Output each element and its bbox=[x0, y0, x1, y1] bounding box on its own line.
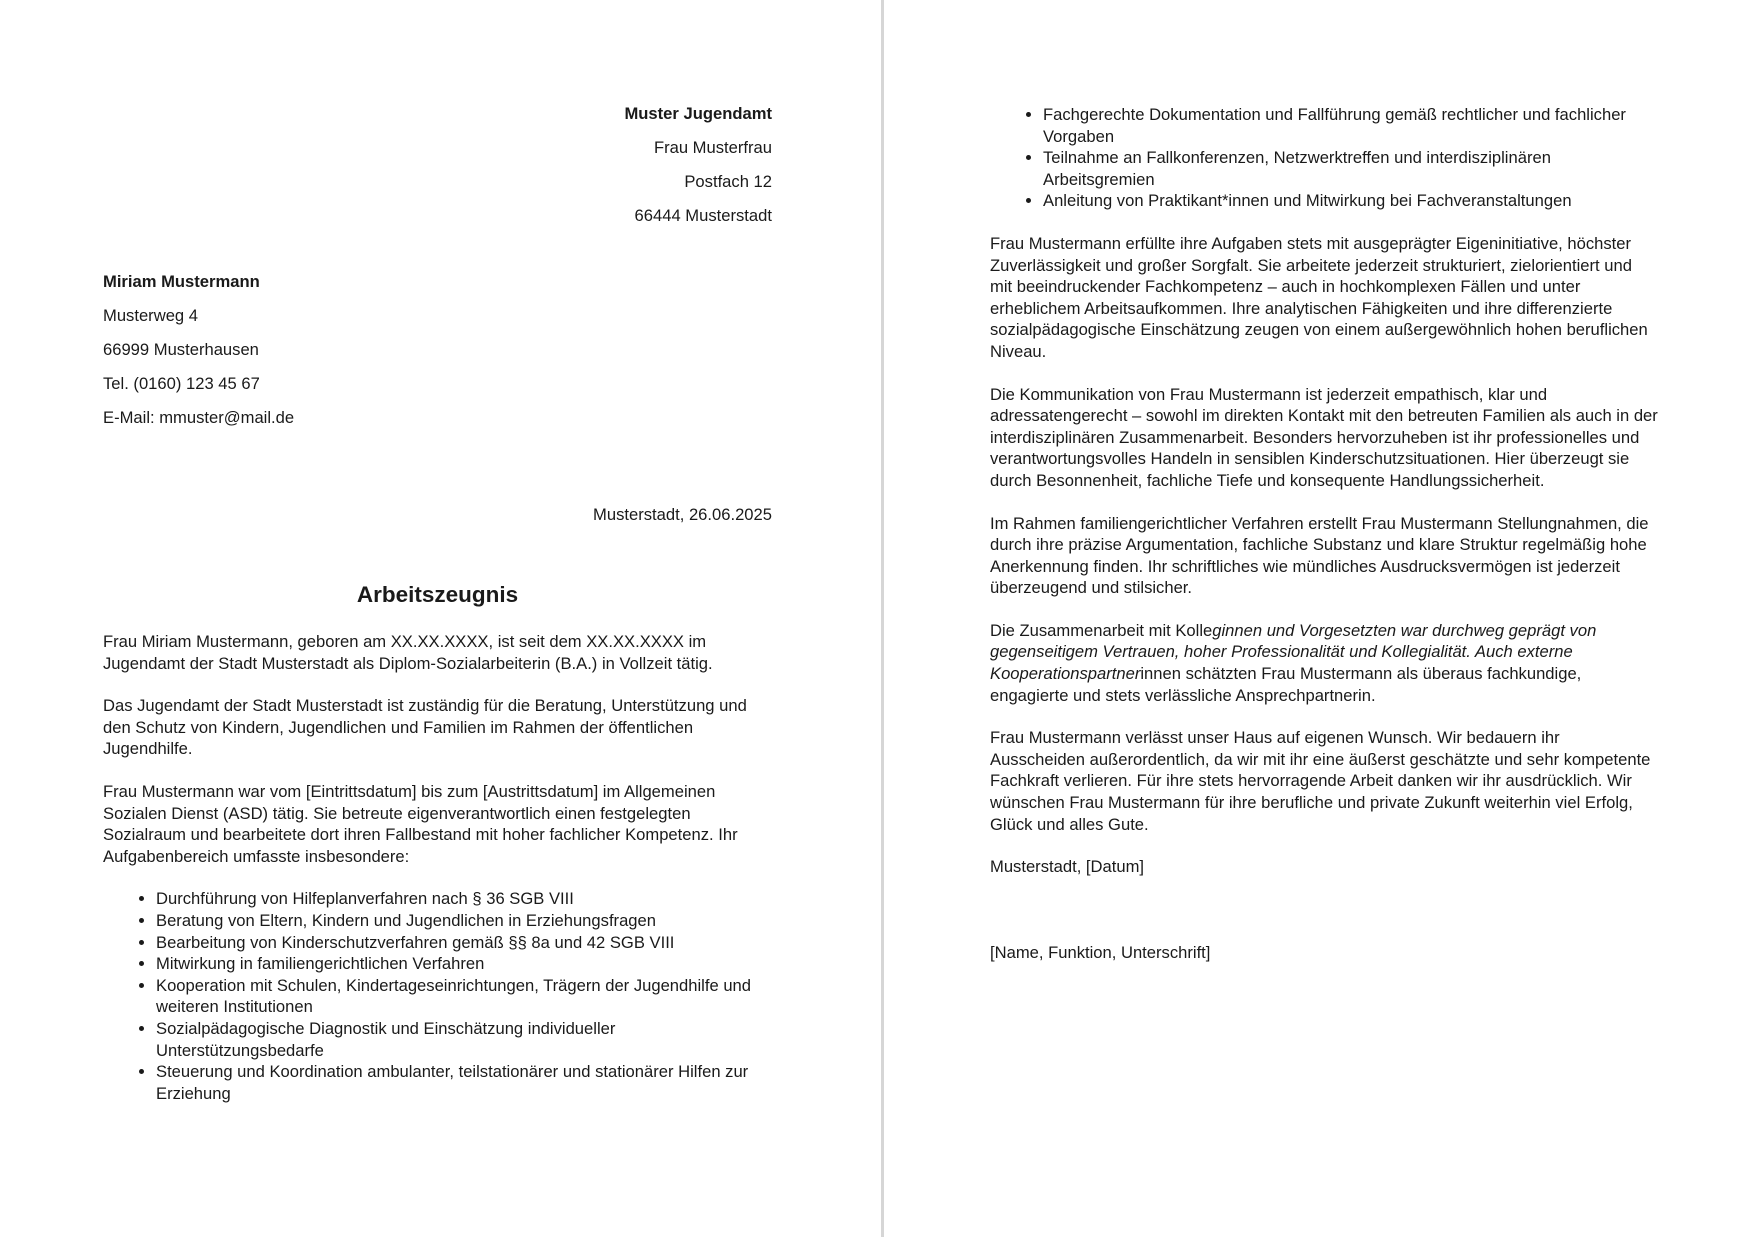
paragraph-employer: Das Jugendamt der Stadt Musterstadt ist zuständig für die Beratung, Unterstützung und den Schutz von Kindern, Jugendlichen und Familien im Rahmen der öffentlichen Jugendhilfe. bbox=[103, 696, 747, 759]
document-title: Arbeitszeugnis bbox=[356, 582, 519, 607]
paragraph-cooperation bbox=[990, 620, 1658, 706]
sender-address bbox=[103, 269, 294, 439]
list-item: • Sozialpädagogische Diagnostik und Einschätzung individueller Unterstützungsbedarfe bbox=[156, 1018, 772, 1061]
page-divider bbox=[881, 0, 884, 1237]
recipient-po-box: Postfach 12 bbox=[684, 172, 772, 191]
signature-gap bbox=[990, 899, 1658, 942]
sender-city: 66999 Musterhausen bbox=[103, 340, 259, 359]
signature-line: [Name, Funktion, Unterschrift] bbox=[990, 942, 1211, 962]
sender-name: Miriam Mustermann bbox=[103, 272, 260, 291]
sender-phone: Tel. (0160) 123 45 67 bbox=[103, 374, 260, 393]
recipient-name: Muster Jugendamt bbox=[624, 104, 772, 123]
paragraph-communication: Die Kommunikation von Frau Mustermann ist jederzeit empathisch, klar und adressatengerecht – sowohl im direkten Kontakt mit den betreuten Familien als auch in der interdisziplinären Zusammenarbeit. Besonders hervorzuheben ist ihr professionelles und verantwortungsvolles Handeln in sensiblen Kinderschutzsituationen. Hier überzeugt sie durch Besonnenheit, fachliche Tiefe und konsequente Handlungssicherheit. bbox=[990, 384, 1658, 490]
list-item: • Fachgerechte Dokumentation und Fallführung gemäß rechtlicher und fachlicher Vorgaben bbox=[1043, 104, 1658, 147]
sender-email: E-Mail: mmuster@mail.de bbox=[103, 408, 295, 427]
page-2 bbox=[885, 0, 1753, 1237]
cooperation-text-italic: ginnen und Vorgesetzten war durchweg geprägt von gegenseitigem Vertrauen, hoher Professionalität und Kollegialität. Auch externe Kooperationspartner bbox=[990, 620, 1597, 684]
recipient-contact: Frau Musterfrau bbox=[653, 138, 772, 157]
paragraph-court: Im Rahmen familiengerichtlicher Verfahren erstellt Frau Mustermann Stellungnahmen, die durch ihre präzise Argumentation, fachliche Substanz und klare Struktur regelmäßig hohe Anerkennung finden. Ihr schriftliches wie mündliches Ausdrucksvermögen ist jederzeit überzeugend und stilsicher. bbox=[990, 513, 1649, 598]
list-item: • Teilnahme an Fallkonferenzen, Netzwerktreffen und interdisziplinären Arbeitsgremien bbox=[1043, 147, 1658, 190]
task-list-continued bbox=[990, 104, 1658, 212]
recipient-city: 66444 Musterstadt bbox=[634, 206, 772, 225]
paragraph-duties: Frau Mustermann war vom [Eintrittsdatum] bis zum [Austrittsdatum] im Allgemeinen Sozialen Dienst (ASD) tätig. Sie betreute eigenverantwortlich einen festgelegten Sozialraum und bearbeitete dort ihren Fallbestand mit hoher fachlicher Kompetenz. Ihr Aufgabenbereich umfasste insbesondere: bbox=[103, 781, 738, 866]
list-item: • Durchführung von Hilfeplanverfahren nach § 36 SGB VIII bbox=[156, 888, 772, 910]
list-item: • Anleitung von Praktikant*innen und Mitwirkung bei Fachveranstaltungen bbox=[1043, 190, 1658, 212]
list-item: • Steuerung und Koordination ambulanter, teilstationärer und stationärer Hilfen zur Erziehung bbox=[156, 1061, 772, 1104]
cooperation-text-a: Die Zusammenarbeit mit Kolle bbox=[990, 620, 1213, 640]
list-item: • Beratung von Eltern, Kindern und Jugendlichen in Erziehungsfragen bbox=[156, 910, 772, 932]
recipient-address bbox=[624, 101, 772, 237]
letter-date: Musterstadt, 26.06.2025 bbox=[593, 505, 772, 524]
paragraph-performance: Frau Mustermann erfüllte ihre Aufgaben stets mit ausgeprägter Eigeninitiative, höchster Zuverlässigkeit und großer Sorgfalt. Sie arbeitete jederzeit strukturiert, zielorientiert und mit beeindruckender Fachkompetenz – auch in hochkomplexen Fällen und unter erheblichem Arbeitsaufkommen. Ihre analytischen Fähigkeiten und ihre differenzierte sozialpädagogische Einschätzung zeugen von einem außergewöhnlich hohen beruflichen Niveau. bbox=[990, 233, 1648, 361]
list-item: • Mitwirkung in familiengerichtlichen Verfahren bbox=[156, 953, 772, 975]
cooperation-text-c: innen schätzten Frau Mustermann als überaus fachkundige, engagierte und stets verlässliche Ansprechpartnerin. bbox=[990, 664, 1582, 705]
list-item: • Bearbeitung von Kinderschutzverfahren gemäß §§ 8a und 42 SGB VIII bbox=[156, 932, 772, 954]
body-left bbox=[103, 631, 772, 1125]
body-right bbox=[990, 104, 1658, 984]
paragraph-intro: Frau Miriam Mustermann, geboren am XX.XX.XXXX, ist seit dem XX.XX.XXXX im Jugendamt der Stadt Musterstadt als Diplom-Sozialarbeiterin (B.A.) in Vollzeit tätig. bbox=[103, 632, 713, 673]
list-item: • Kooperation mit Schulen, Kindertageseinrichtungen, Trägern der Jugendhilfe und weiteren Institutionen bbox=[156, 975, 772, 1018]
sender-street: Musterweg 4 bbox=[103, 306, 198, 325]
closing-place-date: Musterstadt, [Datum] bbox=[990, 857, 1145, 877]
task-list bbox=[103, 888, 772, 1104]
paragraph-farewell: Frau Mustermann verlässt unser Haus auf eigenen Wunsch. Wir bedauern ihr Ausscheiden außerordentlich, da wir mit ihr eine äußerst geschätzte und sehr kompetente Fachkraft verlieren. Für ihre stets hervorragende Arbeit danken wir ihr ausdrücklich. Wir wünschen Frau Mustermann für ihre berufliche und private Zukunft weiterhin viel Erfolg, Glück und alles Gute. bbox=[990, 728, 1651, 834]
